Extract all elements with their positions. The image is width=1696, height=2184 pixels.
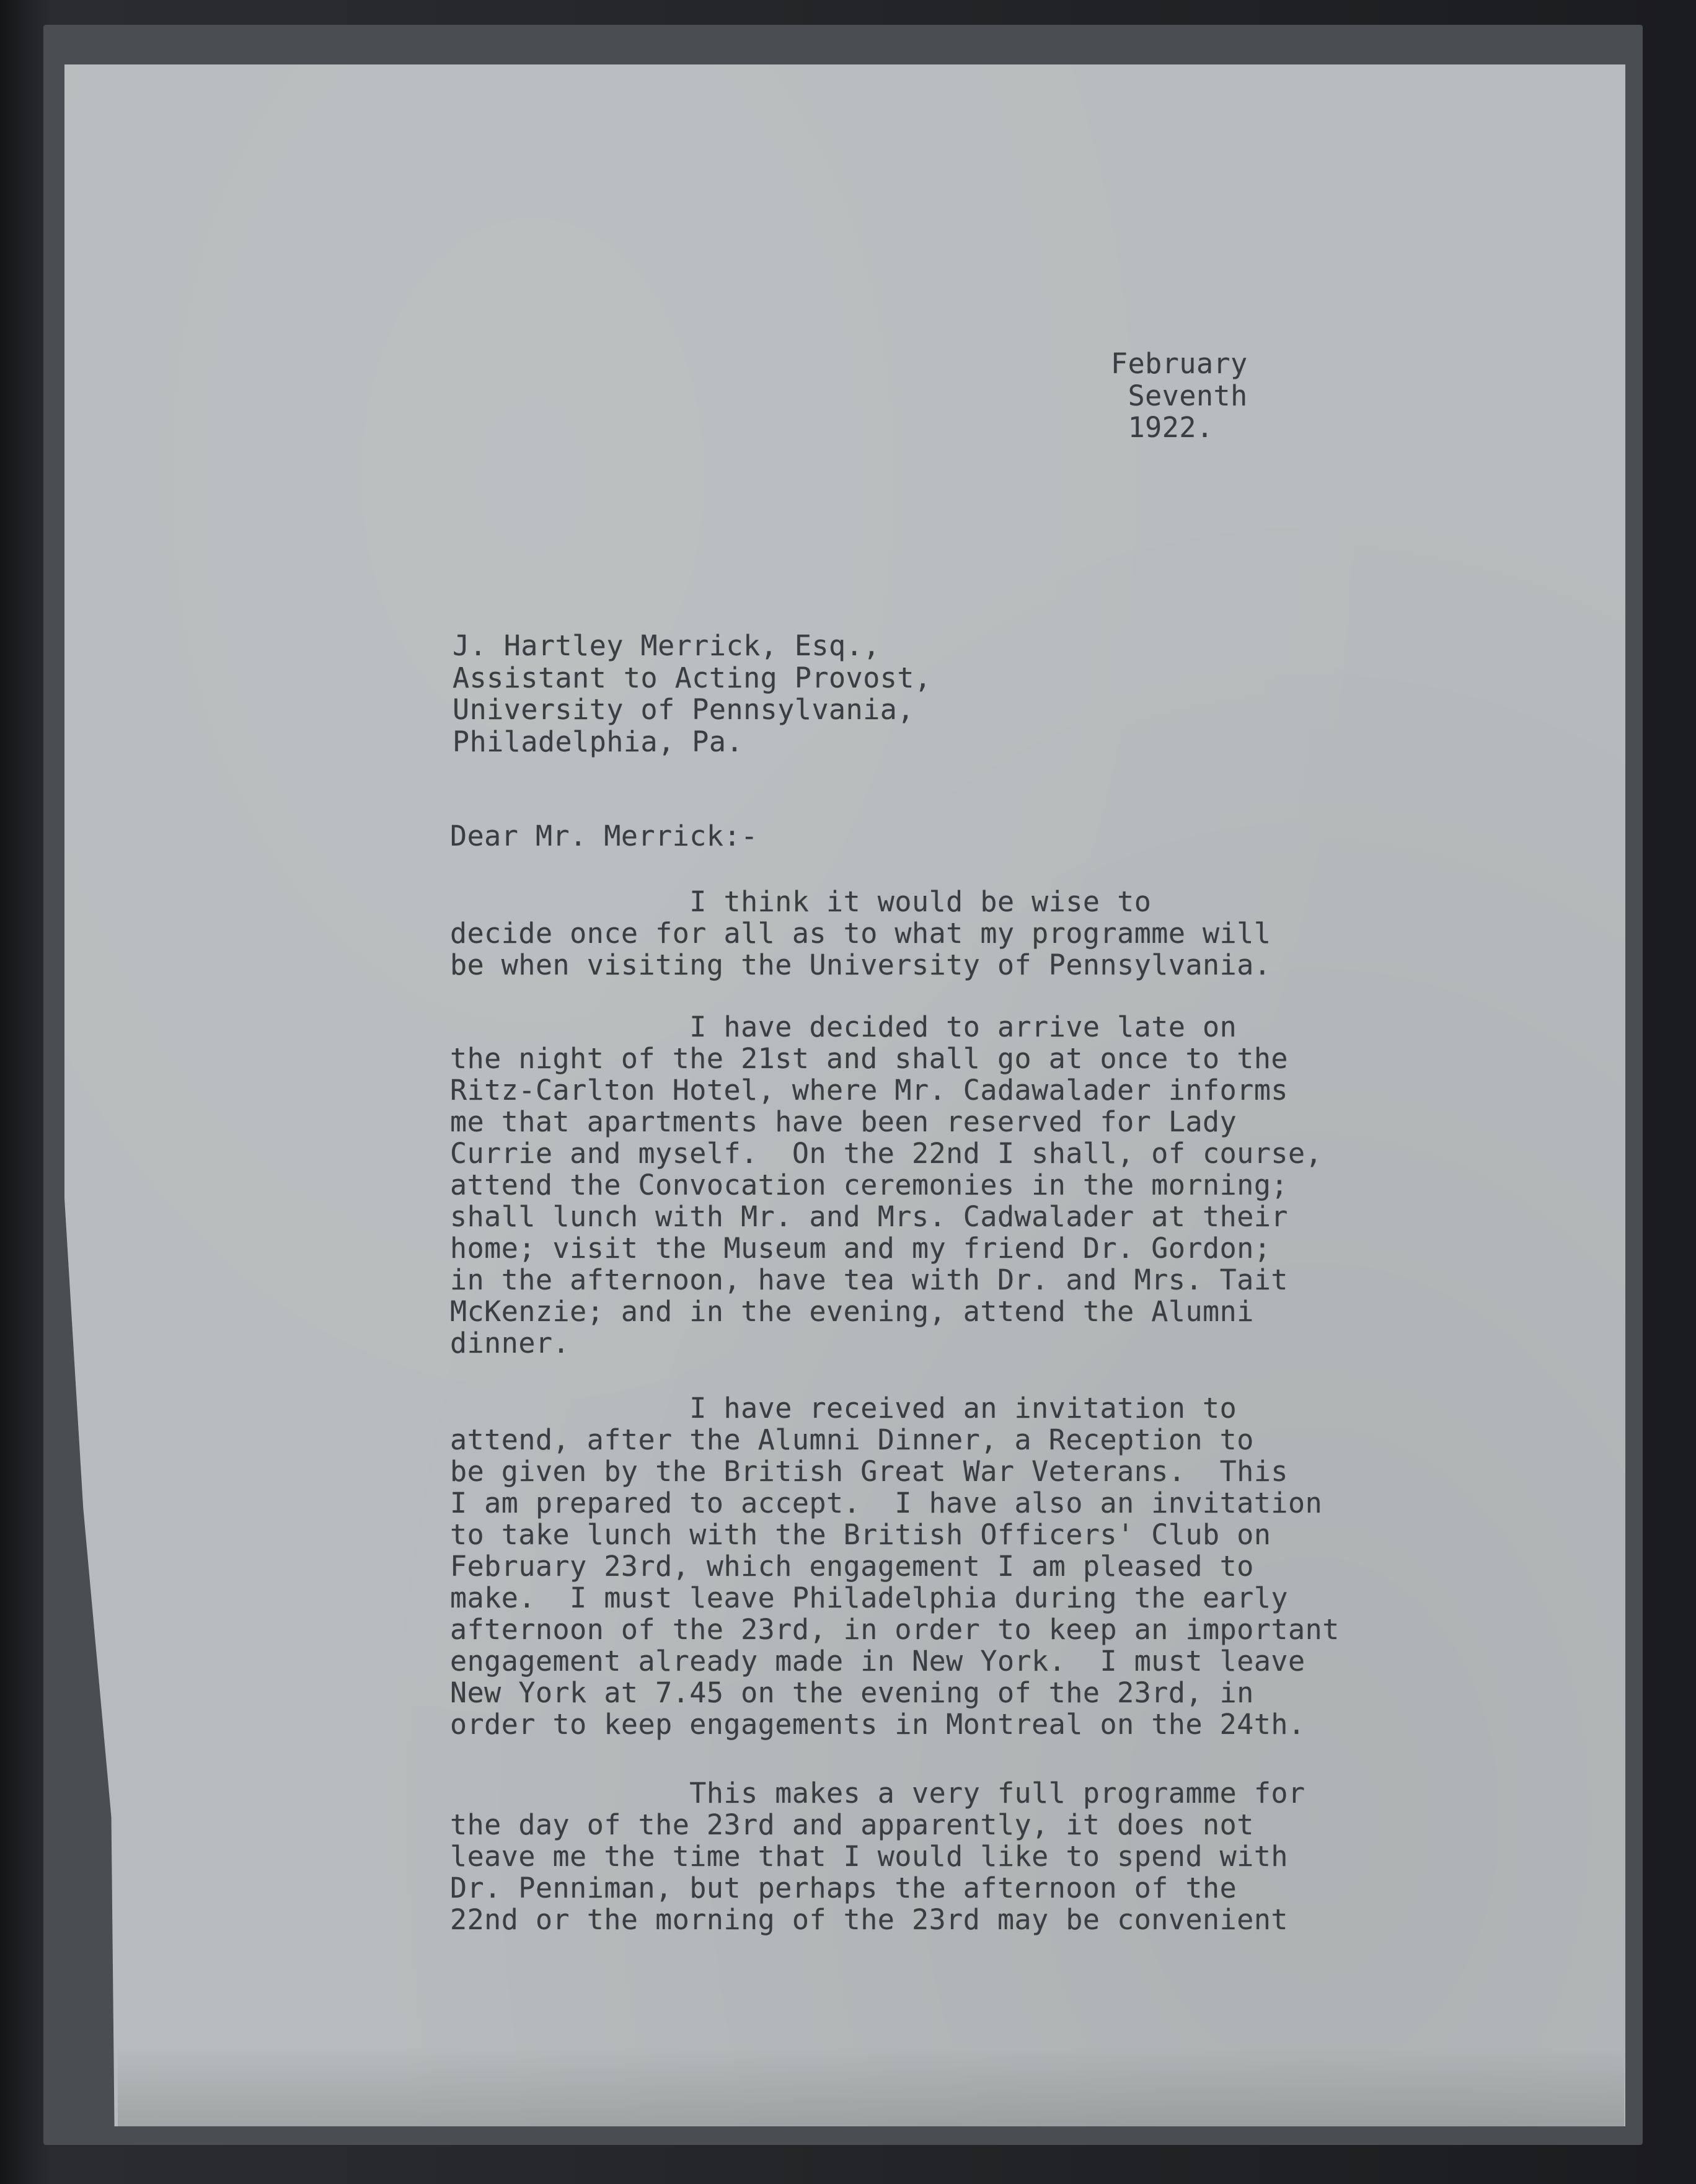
address-line: Assistant to Acting Provost, <box>453 661 932 694</box>
body-line: the day of the 23rd and apparently, it does not <box>450 1808 1254 1841</box>
date-line: February <box>1111 347 1248 380</box>
body-line: me that apartments have been reserved for Lady <box>450 1105 1237 1138</box>
body-line: I have decided to arrive late on <box>450 1010 1237 1043</box>
body-line: to take lunch with the British Officers' Club on <box>450 1518 1271 1551</box>
body-line: I have received an invitation to <box>450 1392 1237 1425</box>
body-line: attend the Convocation ceremonies in the morning; <box>450 1169 1289 1201</box>
address-line: J. Hartley Merrick, Esq., <box>453 629 880 662</box>
body-line: leave me the time that I would like to spend with <box>450 1840 1289 1873</box>
body-line: This makes a very full programme for <box>450 1777 1305 1810</box>
body-line: McKenzie; and in the evening, attend the Alumni <box>450 1295 1254 1328</box>
body-line: I am prepared to accept. I have also an invitation <box>450 1487 1323 1519</box>
salutation: Dear Mr. Merrick:- <box>450 820 758 852</box>
address-line: University of Pennsylvania, <box>453 693 914 726</box>
body-line: Dr. Penniman, but perhaps the afternoon of the <box>450 1872 1237 1904</box>
body-line: make. I must leave Philadelphia during the early <box>450 1581 1289 1614</box>
body-line: February 23rd, which engagement I am pleased to <box>450 1550 1254 1583</box>
body-line: attend, after the Alumni Dinner, a Reception to <box>450 1423 1254 1456</box>
body-line: be when visiting the University of Pennsylvania. <box>450 948 1271 981</box>
body-line: be given by the British Great War Veterans. This <box>450 1455 1289 1488</box>
date-line: 1922. <box>1111 411 1214 444</box>
body-line: afternoon of the 23rd, in order to keep an important <box>450 1613 1340 1646</box>
body-line: the night of the 21st and shall go at once to the <box>450 1042 1289 1075</box>
body-line: home; visit the Museum and my friend Dr. Gordon; <box>450 1232 1271 1265</box>
body-line: 22nd or the morning of the 23rd may be convenient <box>450 1903 1289 1936</box>
body-line: Currie and myself. On the 22nd I shall, of course, <box>450 1137 1323 1170</box>
body-line: decide once for all as to what my programme will <box>450 917 1271 950</box>
body-line: dinner. <box>450 1327 570 1359</box>
body-line: shall lunch with Mr. and Mrs. Cadwalader at their <box>450 1200 1289 1233</box>
body-line: engagement already made in New York. I must leave <box>450 1645 1305 1678</box>
body-line: Ritz-Carlton Hotel, where Mr. Cadawalader informs <box>450 1074 1289 1107</box>
body-line: in the afternoon, have tea with Dr. and Mrs. Tait <box>450 1263 1289 1296</box>
address-line: Philadelphia, Pa. <box>453 725 744 758</box>
date-line: Seventh <box>1111 379 1248 412</box>
body-line: New York at 7.45 on the evening of the 23rd, in <box>450 1676 1254 1709</box>
body-line: order to keep engagements in Montreal on the 24th. <box>450 1708 1305 1741</box>
body-line: I think it would be wise to <box>450 885 1152 918</box>
